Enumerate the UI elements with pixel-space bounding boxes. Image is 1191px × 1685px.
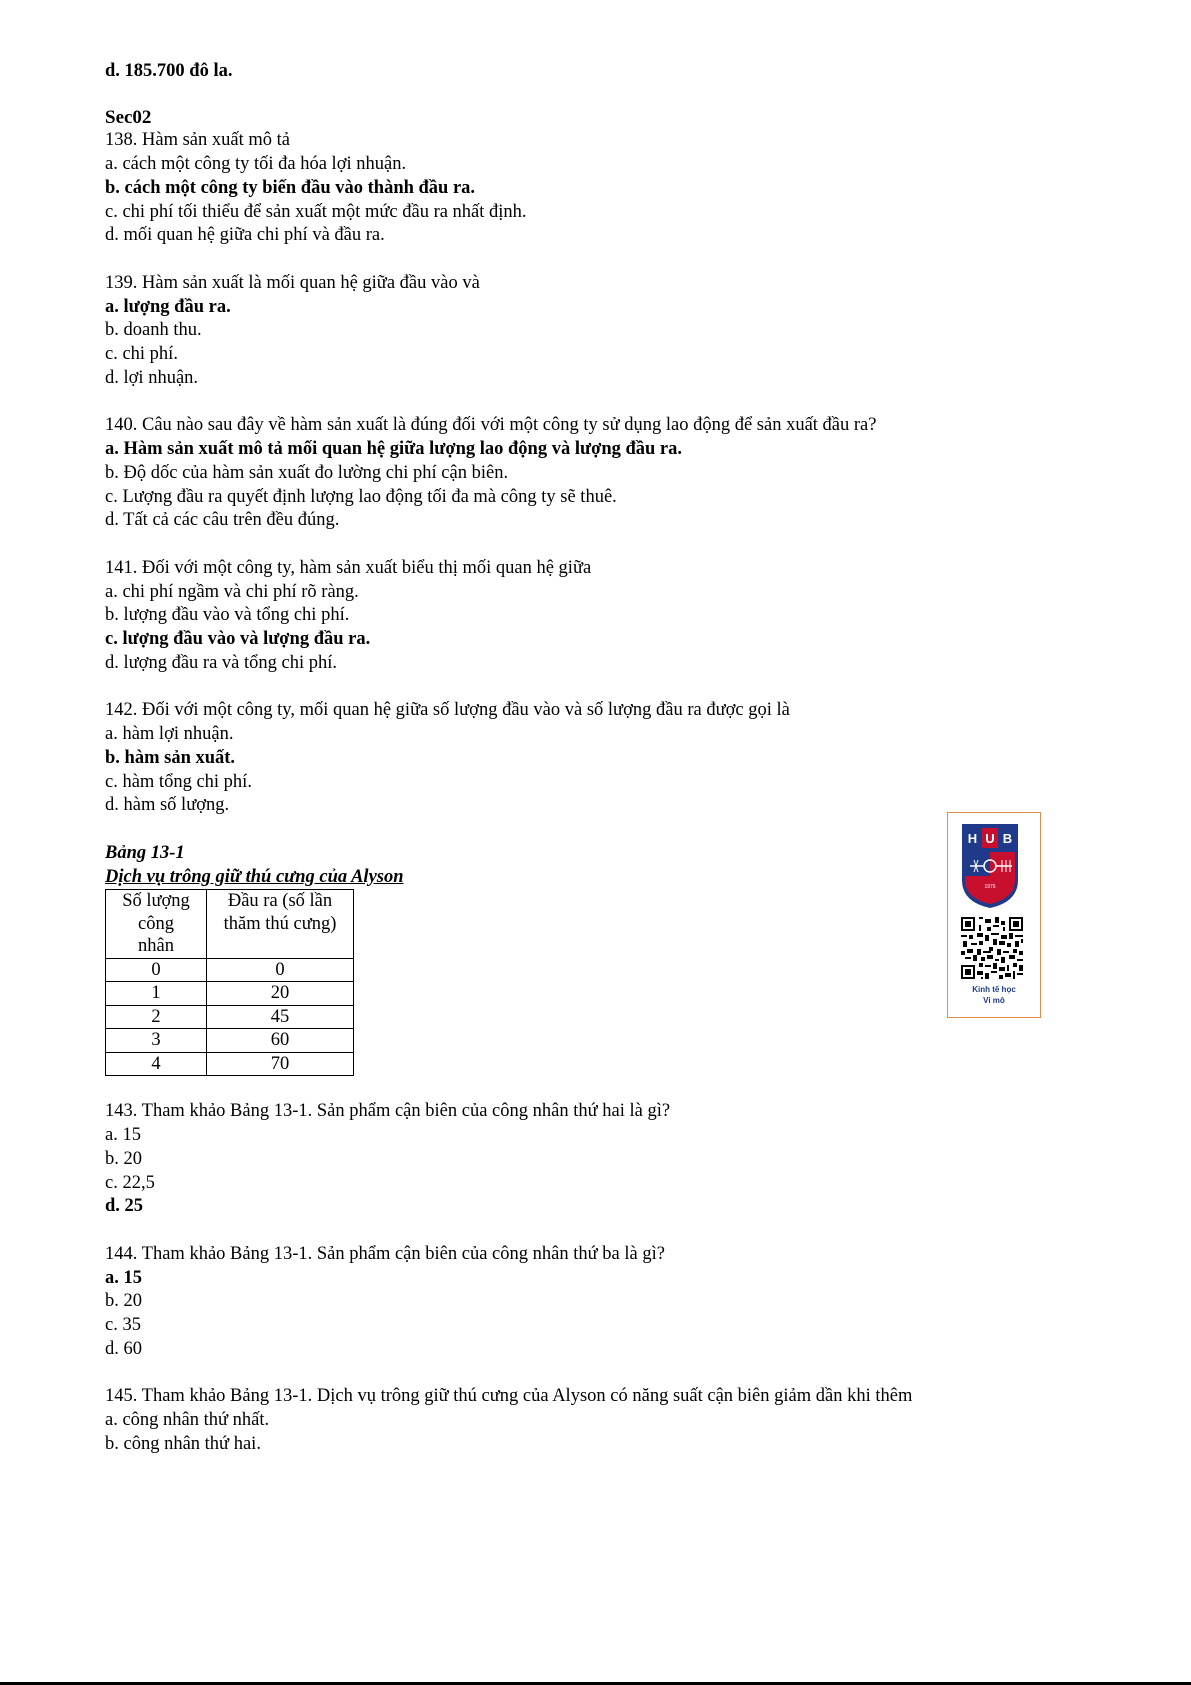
question-145	[105, 1385, 1055, 1456]
header-workers: Số lượng công nhân	[106, 890, 207, 959]
badge-subject-line-2: Vi mô	[983, 996, 1005, 1005]
option-b: b. công nhân thứ hai.	[105, 1433, 261, 1454]
option-b-correct: b. cách một công ty biến đầu vào thành đầu ra.	[105, 177, 476, 198]
table-subtitle: Dịch vụ trông giữ thú cưng của Alyson	[105, 866, 404, 887]
hub-shield-logo	[960, 822, 1020, 910]
option-c: c. chi phí.	[105, 344, 178, 365]
option-d-correct: d. 25	[105, 1196, 144, 1217]
question-stem: 144. Tham khảo Bảng 13-1. Sản phẩm cận biên của công nhân thứ ba là gì?	[105, 1243, 665, 1264]
table-cell: 0	[106, 958, 207, 982]
table-row	[106, 982, 354, 1006]
option-a: a. cách một công ty tối đa hóa lợi nhuận.	[105, 154, 407, 175]
option-b: b. 20	[105, 1291, 142, 1312]
table-row	[106, 1005, 354, 1029]
option-b: b. lượng đầu vào và tổng chi phí.	[105, 605, 350, 626]
option-d: d. lượng đầu ra và tổng chi phí.	[105, 652, 337, 673]
option-a-correct: a. Hàm sản xuất mô tả mối quan hệ giữa lượng lao động và lượng đầu ra.	[105, 439, 683, 460]
table-cell: 70	[207, 1052, 354, 1076]
badge-letter-b: B	[1002, 831, 1013, 846]
option-a: a. 15	[105, 1125, 141, 1146]
option-c: c. 22,5	[105, 1172, 155, 1193]
question-144	[105, 1243, 1055, 1362]
previous-answer: d. 185.700 đô la.	[105, 61, 233, 81]
badge-letter-u: U	[985, 831, 995, 846]
hub-badge	[947, 812, 1041, 1018]
option-d: d. mối quan hệ giữa chi phí và đầu ra.	[105, 225, 385, 246]
data-table	[105, 889, 354, 1076]
option-d: d. 60	[105, 1338, 142, 1359]
section-heading: Sec02	[105, 106, 152, 128]
table-cell: 20	[207, 982, 354, 1006]
option-c: c. Lượng đầu ra quyết định lượng lao động tối đa mà công ty sẽ thuê.	[105, 486, 617, 507]
table-header-row	[106, 890, 354, 959]
option-a: a. hàm lợi nhuận.	[105, 724, 234, 745]
table-cell: 2	[106, 1005, 207, 1029]
question-stem: 138. Hàm sản xuất mô tả	[105, 130, 290, 151]
question-138	[105, 129, 1055, 248]
option-b-correct: b. hàm sản xuất.	[105, 747, 236, 768]
question-141	[105, 557, 1055, 676]
option-a: a. công nhân thứ nhất.	[105, 1410, 270, 1431]
question-139	[105, 272, 1055, 391]
question-stem: 142. Đối với một công ty, mối quan hệ giữa số lượng đầu vào và số lượng đầu ra được gọi là	[105, 700, 790, 721]
badge-letter-h: H	[967, 831, 978, 846]
badge-subject-line-1: Kinh tế học	[972, 985, 1016, 994]
table-cell: 3	[106, 1029, 207, 1053]
badge-year: 1976	[984, 884, 996, 890]
table-cell: 4	[106, 1052, 207, 1076]
question-stem: 141. Đối với một công ty, hàm sản xuất biểu thị mối quan hệ giữa	[105, 557, 592, 578]
option-b: b. 20	[105, 1148, 142, 1169]
table-cell: 60	[207, 1029, 354, 1053]
table-cell: 0	[207, 958, 354, 982]
table-cell: 1	[106, 982, 207, 1006]
question-140	[105, 414, 1055, 533]
question-stem: 139. Hàm sản xuất là mối quan hệ giữa đầu vào và	[105, 272, 480, 293]
option-c: c. chi phí tối thiểu để sản xuất một mức đầu ra nhất định.	[105, 201, 527, 222]
table-13-1	[105, 842, 1055, 1076]
option-b: b. Độ dốc của hàm sản xuất đo lường chi phí cận biên.	[105, 462, 509, 483]
question-stem: 145. Tham khảo Bảng 13-1. Dịch vụ trông giữ thú cưng của Alyson có năng suất cận biên giảm dần khi thêm	[105, 1386, 913, 1407]
option-a-correct: a. lượng đầu ra.	[105, 296, 231, 317]
qr-code-icon	[961, 917, 1023, 979]
table-row	[106, 1052, 354, 1076]
option-d: d. lợi nhuận.	[105, 367, 199, 388]
option-d: d. Tất cả các câu trên đều đúng.	[105, 510, 340, 531]
table-cell: 45	[207, 1005, 354, 1029]
option-a: a. chi phí ngầm và chi phí rõ ràng.	[105, 581, 359, 602]
header-output: Đầu ra (số lần thăm thú cưng)	[207, 890, 354, 959]
question-143	[105, 1100, 1055, 1219]
question-stem: 143. Tham khảo Bảng 13-1. Sản phẩm cận biên của công nhân thứ hai là gì?	[105, 1101, 671, 1122]
table-row	[106, 958, 354, 982]
option-c: c. hàm tổng chi phí.	[105, 771, 252, 792]
option-c-correct: c. lượng đầu vào và lượng đầu ra.	[105, 629, 371, 650]
option-d: d. hàm số lượng.	[105, 795, 230, 816]
table-row	[106, 1029, 354, 1053]
table-caption: Bảng 13-1	[105, 842, 185, 863]
option-a-correct: a. 15	[105, 1267, 142, 1288]
document-page	[105, 60, 1055, 1457]
question-142	[105, 699, 1055, 818]
option-b: b. doanh thu.	[105, 320, 202, 341]
question-stem: 140. Câu nào sau đây về hàm sản xuất là đúng đối với một công ty sử dụng lao động để sản xuất đầu ra?	[105, 415, 877, 436]
option-c: c. 35	[105, 1315, 141, 1336]
